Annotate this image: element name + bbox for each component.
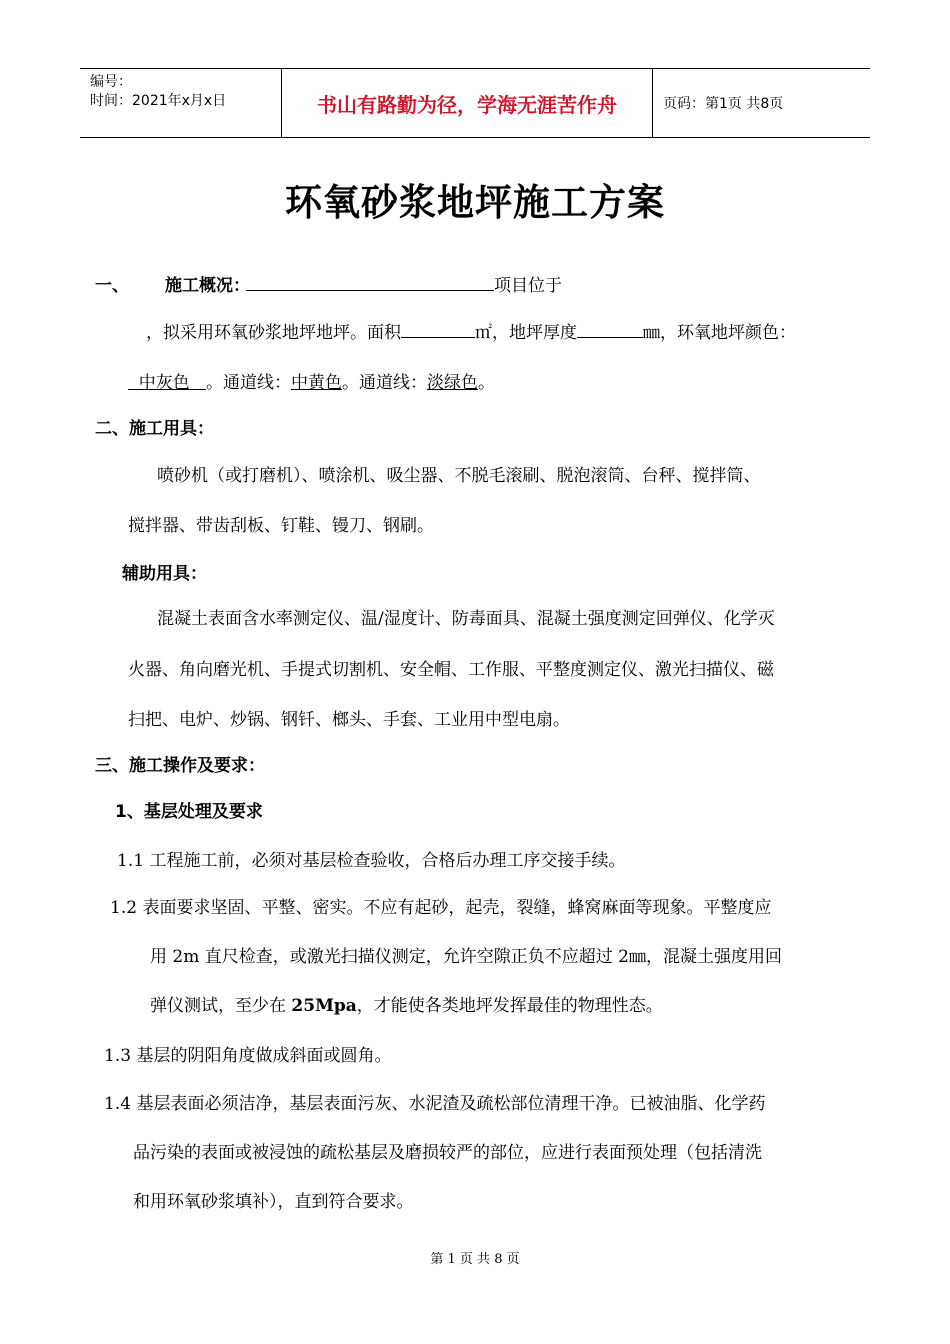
strength-value: 25Mpa xyxy=(291,996,357,1016)
page-footer: 第 1 页 共 8 页 xyxy=(430,1252,520,1267)
aux-line-1: 混凝土表面含水率测定仪、温/湿度计、防毒面具、混凝土强度测定回弹仪、化学灭 xyxy=(157,609,775,629)
lane-color-1: 中黄色 xyxy=(291,373,343,393)
para-1-2-line1: 1.2 表面要求坚固、平整、密实。不应有起砂，起壳，裂缝，蜂窝麻面等现象。平整度应 xyxy=(110,898,772,918)
area-blank xyxy=(401,319,475,338)
strength-text-end: ，才能使各类地坪发挥最佳的物理性态。 xyxy=(356,996,663,1016)
tools-line-1: 喷砂机（或打磨机）、喷涂机、吸尘器、不脱毛滚刷、脱泡滚筒、台秤、搅拌筒、 xyxy=(157,466,761,486)
location-text: 项目位于 xyxy=(494,276,562,296)
para-1-4-line3: 和用环氧砂浆填补），直到符合要求。 xyxy=(133,1192,414,1212)
header-motto: 书山有路勤为径，学海无涯苦作舟 xyxy=(281,69,653,137)
para-1-4-line2: 品污染的表面或被浸蚀的疏松基层及磨损较严的部位，应进行表面预处理（包括清洗 xyxy=(133,1143,762,1163)
header-meta xyxy=(80,69,281,137)
section1-number: 一、 xyxy=(95,276,129,296)
project-name-blank xyxy=(246,272,494,291)
period: 。 xyxy=(478,373,496,393)
section1-title: 施工概况： xyxy=(165,276,250,296)
aux-line-2: 火器、角向磨光机、手提式切割机、安全帽、工作服、平整度测定仪、激光扫描仪、磁 xyxy=(128,660,774,680)
strength-text: 弹仪测试，至少在 xyxy=(150,996,292,1016)
area-text: ，拟采用环氧砂浆地坪地坪。面积 xyxy=(146,323,401,343)
tools-line-2: 搅拌器、带齿刮板、钉鞋、镘刀、钢刷。 xyxy=(128,516,434,536)
subsection1-heading: 1、基层处理及要求 xyxy=(115,802,263,822)
color-text: ㎜，环氧地坪颜色： xyxy=(643,323,796,343)
para-1-2-line2: 用 2m 直尺检查，或激光扫描仪测定，允许空隙正负不应超过 2㎜，混凝土强度用回 xyxy=(150,947,782,967)
lane-color-2: 淡绿色 xyxy=(427,373,479,393)
section3-heading: 三、施工操作及要求： xyxy=(95,756,265,776)
thickness-blank xyxy=(577,319,643,338)
section1-colors-line xyxy=(128,368,495,393)
serial-label: 编号： xyxy=(90,74,132,90)
aux-line-3: 扫把、电炉、炒锅、钢钎、榔头、手套、工业用中型电扇。 xyxy=(128,710,570,730)
para-1-1: 1.1 工程施工前，必须对基层检查验收，合格后办理工序交接手续。 xyxy=(117,851,626,871)
aux-tools-heading: 辅助用具： xyxy=(122,564,207,584)
para-1-4-line1: 1.4 基层表面必须洁净，基层表面污灰、水泥渣及疏松部位清理干净。已被油脂、化学药 xyxy=(104,1094,766,1114)
thickness-text: ㎡，地坪厚度 xyxy=(475,323,577,343)
lane-label-2: 。通道线： xyxy=(342,373,428,393)
document-title: 环氧砂浆地坪施工方案 xyxy=(285,181,665,224)
document-header xyxy=(80,68,870,138)
time-label: 时间：2021年x月x日 xyxy=(90,93,227,109)
header-page-info: 页码：第1页 共8页 xyxy=(663,96,784,112)
section1-area-line xyxy=(146,318,796,343)
para-1-3: 1.3 基层的阴阳角度做成斜面或圆角。 xyxy=(104,1046,392,1066)
main-color: 中灰色 xyxy=(128,373,207,393)
para-1-2-line3 xyxy=(150,991,663,1016)
section1-heading xyxy=(95,271,250,296)
lane-label-1: 。通道线： xyxy=(206,373,292,393)
section1-location-line xyxy=(246,271,562,296)
section2-heading: 二、施工用具： xyxy=(95,419,214,439)
